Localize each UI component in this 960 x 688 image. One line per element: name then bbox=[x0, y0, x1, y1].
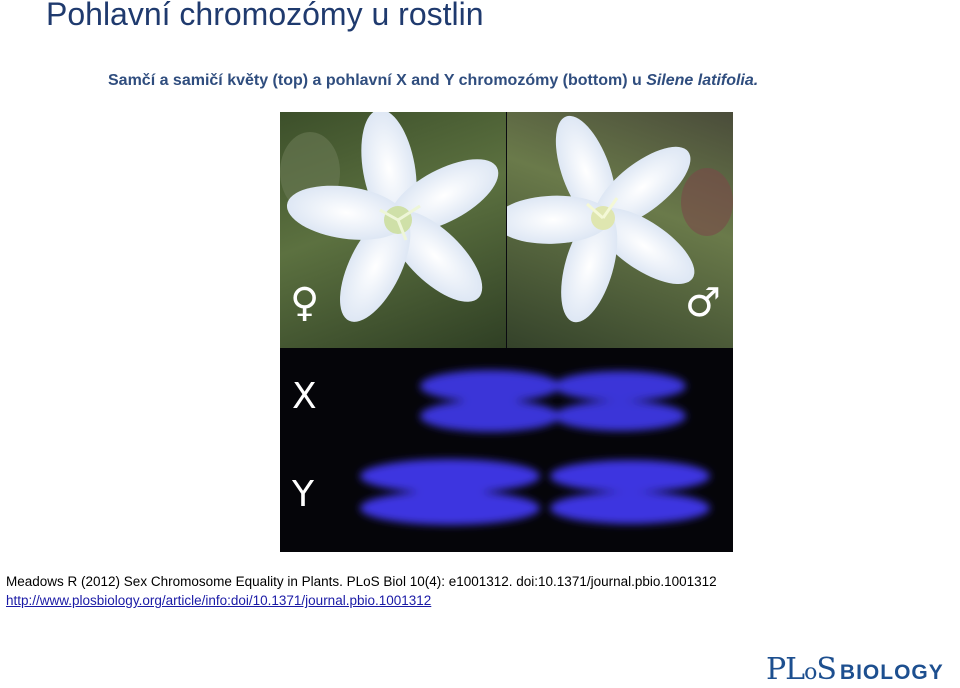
plos-wordmark: PLoS bbox=[766, 652, 836, 687]
species-name: Silene latifolia. bbox=[646, 72, 759, 89]
figure-caption bbox=[108, 72, 758, 90]
female-flower-panel bbox=[280, 112, 506, 348]
source-link[interactable]: http://www.plosbiology.org/article/info:doi/10.1371/journal.pbio.1001312 bbox=[6, 593, 432, 608]
x-chromosome-shape bbox=[420, 370, 686, 432]
caption-text: Samčí a samičí květy (top) a pohlavní X and Y chromozómy (bottom) u bbox=[108, 72, 647, 89]
plos-biology-logo bbox=[766, 652, 944, 686]
chromosome-image bbox=[280, 348, 733, 552]
x-label: X bbox=[292, 376, 317, 417]
y-chromosome-shape bbox=[360, 459, 710, 525]
male-symbol: ♂ bbox=[685, 280, 721, 326]
male-flower-panel bbox=[507, 112, 733, 348]
silene-figure bbox=[280, 112, 733, 552]
slide-title: Pohlavní chromozómy u rostlin bbox=[46, 0, 484, 32]
female-symbol: ♀ bbox=[290, 280, 320, 326]
biology-wordmark: BIOLOGY bbox=[839, 661, 944, 684]
y-label: Y bbox=[292, 474, 314, 515]
citation-text: Meadows R (2012) Sex Chromosome Equality in Plants. PLoS Biol 10(4): e1001312. doi:10.1371/journal.pbio.1001312 bbox=[6, 574, 717, 589]
chromosome-panel bbox=[280, 348, 733, 552]
